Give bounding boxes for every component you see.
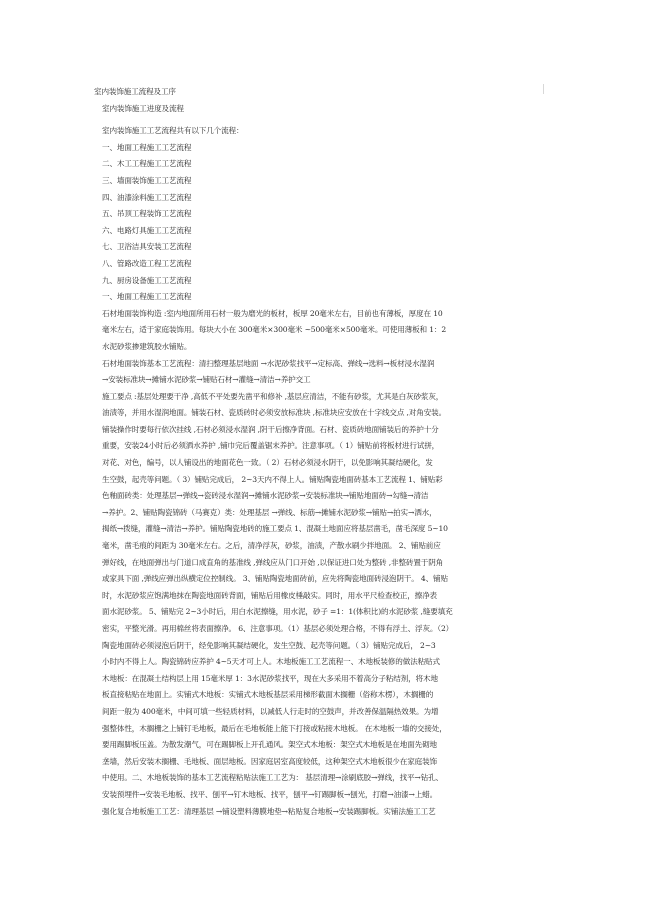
body-line: 毫米左右，适于家庭装饰用。每块大小在 300毫米×300毫米 ~500毫米×500毫米。可使用薄板和 1：2	[102, 325, 447, 335]
body-line: 毫米，凿毛痕的间距为 30毫米左右。之后，清净浮灰，砂浆，油渍，产散水刷少拌地面。 2、铺贴前应	[102, 541, 441, 551]
list-item: 六、电路灯具施工工艺流程	[102, 225, 192, 235]
body-line: 陶瓷地面砖必须浸泡后阴干，经免影响其凝结硬化，发生空鼓、起壳等问题。（ 3）铺贴完成后， 2~3	[102, 640, 436, 650]
list-item: 一、地面工程施工工艺流程	[102, 142, 192, 152]
intro-text: 室内装饰施工工艺流程共有以下几个流程：	[102, 126, 244, 136]
list-item: 九、厨房设备施工工艺流程	[102, 275, 192, 285]
list-item: 七、卫浴洁具安装工艺流程	[102, 242, 192, 252]
list-item: 五、吊顶工程装饰工艺流程	[102, 209, 192, 219]
section-heading: 一、地面工程施工工艺流程	[102, 292, 192, 302]
body-line: 垄墙，然后安装木搁栅、毛地板、面层地板。因家庭居室高度较低，这种架空式木地板很少在家庭装饰	[102, 756, 437, 766]
body-line: 对花、对色，编号，以人铺设出的地面花色一致。（ 2）石材必须浸水阴干，以免影响其凝结硬化，发	[102, 458, 433, 468]
body-line: 强化复合地板施工工艺：清理基层 →铺设塑料薄膜地垫→粘贴复合地板→安装踢脚板。实铺法施工工艺	[102, 806, 436, 816]
list-item: 二、木工工程施工工艺流程	[102, 159, 192, 169]
body-line: 重要，安装24小时后必须洒水养护 ,铺巾完后覆盖锯末养护。注意事项。（ 1）铺贴前将板材进行试拼，	[102, 441, 440, 451]
body-line: 密实，平整光滑。再用棉丝将表面擦净。 6、注意事项。（1）基层必须处理合格，不得有浮土、浮灰。（2）	[102, 624, 454, 633]
list-item: 四、油漆涂料施工工艺流程	[102, 192, 192, 202]
document-body	[94, 84, 546, 820]
body-line: 石材地面装饰基本工艺流程：清扫整理基层地面 →水泥砂浆找平→定标高、弹线→选料→板材浸水湿润	[102, 358, 435, 368]
body-line: 水泥砂浆掺建筑胶水铺贴。	[102, 341, 192, 351]
body-line: 中使用。二、木地板装饰的基本工艺流程粘贴法施工工艺为： 基层清理→涂刷底胶→弹线，找平→钻孔、	[102, 773, 443, 783]
body-line: →安装标准块→摊铺水泥砂浆→铺贴石材→灌缝→清洁→养护交工	[102, 375, 311, 385]
body-line: 强整体性，木搁栅之上铺钉毛地板，最后在毛地板能上能下打接或粘接木地板。 在木地板一墙的交接处，	[102, 723, 447, 733]
document-title: 室内装饰施工流程及工序	[94, 87, 176, 96]
body-line: 弹好线，在地面弹出与门道口成直角的基准线 ,弹线应从门口开始 ,以保证进口处为整砖 ,非整砖置于阴角	[102, 557, 444, 567]
body-line: 色釉面砖类：处理基层→弹线→瓷砖浸水湿润→摊铺水泥砂浆→安装标准块→铺贴地面砖→勾缝→清洁	[102, 491, 429, 501]
body-line: 铺装操作时要每行依次挂线 ,石材必须浸水湿润 ,阴干后擦净背面。石材、瓷质砖地面铺装后的养护十分	[102, 424, 439, 434]
body-line: 木地板：在混凝土结构层上用 15毫米厚 1：3水泥砂浆找平，现在大多采用不着高分子粘结剂，将木地	[102, 673, 438, 683]
body-line: 面水泥砂浆。 5、铺贴完 2~3小时后，用白水泥擦缝，用水泥，砂子 =1：1(体积比)的水泥砂浆 ,缝要填充	[102, 607, 453, 617]
body-line: 小时内不得上人。陶瓷锦砖应养护 4~5天才可上人。木地板施工工艺流程一、木地板装修的做法粘贴式	[102, 657, 440, 667]
body-line: 板直接粘贴在地面上。实铺式木地板：实铺式木地板基层采用梯形截面木搁栅（俗称木楞），木搁栅的	[102, 690, 434, 700]
body-line: 施工要点 :基层处理要干净 ,高低不平处要先凿平和修补 ,基层应清洁，不能有砂浆，尤其是白灰砂浆灰，	[102, 391, 444, 401]
body-line: 石材地面装饰构造 :室内地面所用石材一般为磨光的板材，板厚 20毫米左右，目前也有薄板，厚度在 10	[102, 308, 443, 318]
document-subtitle: 室内装饰施工进度及流程	[102, 103, 184, 113]
body-line: 生空鼓，起壳等问题。（ 3）铺贴完成后， 2~3天内不得上人。铺贴陶瓷地面砖基本工艺流程 1、铺贴彩	[102, 474, 443, 484]
body-line: 间距一般为 400毫米，中间可填一些轻质材料，以减低人行走时的空鼓声，并改善保温隔热效果。为增	[102, 706, 439, 716]
body-line: 或家具下面 ,弹线应弹出纵横定位控制线。 3、铺贴陶瓷地面砖前，应先将陶瓷地面砖浸泡阴干。 4、铺贴	[102, 574, 448, 584]
body-line: →养护。2、铺贴陶瓷锦砖（马赛克）类：处理基层 →弹线、标筋→摊铺水泥砂浆→铺贴→拍实→洒水，	[102, 507, 437, 517]
body-line: 时，水泥砂浆应饱满地抹在陶瓷地面砖背面，铺贴后用橡皮棰敲实。同时，用水平尺检查校正，擦净表	[102, 590, 437, 600]
body-line: 要用踢脚板压盖。为散发潮气，可在踢脚板上开孔通风。架空式木地板：架空式木地板是在地面先砌地	[102, 740, 437, 750]
list-item: 三、墙面装饰施工工艺流程	[102, 175, 192, 185]
list-item: 八、管路改造工程工艺流程	[102, 258, 192, 268]
body-line: 揭纸→拨缝，灌缝→清洁→养护。铺贴陶瓷地砖的施工要点 1、混凝土地面应将基层凿毛，凿毛深度 5~10	[102, 524, 448, 534]
body-line: 安装预埋件→安装毛地板、找平、刨平→钉木地板、找平，刨平→钉踢脚板→刨光，打磨→油漆→上蜡。	[102, 789, 438, 799]
body-line: 油渍等，并用水湿润地面。铺装石材、瓷质砖时必须安放标准块 ,标准块应安放在十字线交点 ,对角安装。	[102, 408, 447, 418]
